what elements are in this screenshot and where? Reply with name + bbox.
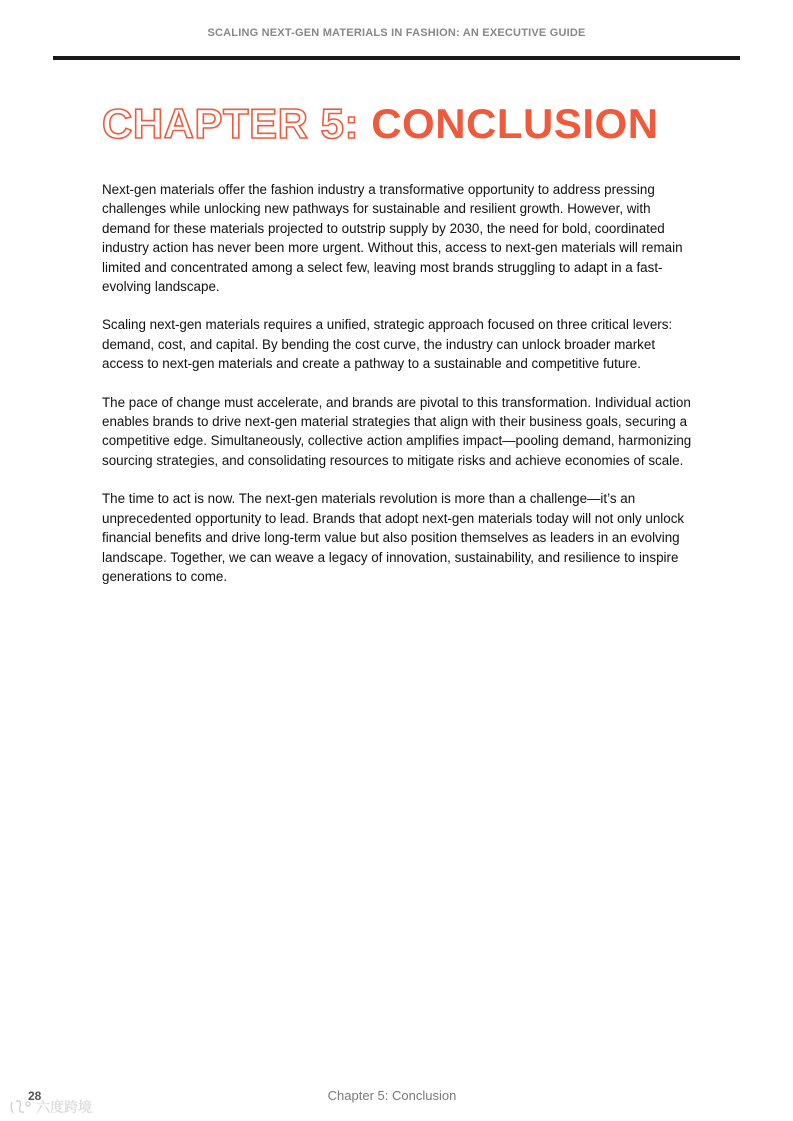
header-divider xyxy=(53,56,740,60)
watermark-logo-icon xyxy=(8,1096,108,1118)
chapter-label: CHAPTER 5: xyxy=(102,100,360,147)
chapter-heading: CONCLUSION xyxy=(371,100,659,147)
watermark-text: 六度跨境 xyxy=(36,1100,92,1116)
paragraph: Next-gen materials offer the fashion industry a transformative opportunity to address pressing challenges while unlocking new pathways for sustainable and resilient growth. However, with demand for these materials projected to outstrip supply by 2030, the need for bold, coordinated industry action has never been more urgent. Without this, access to next-gen materials will remain limited and concentrated among a select few, leaving most brands struggling to adapt in a fast-evolving landscape. xyxy=(102,182,683,295)
paragraph: The pace of change must accelerate, and brands are pivotal to this transformation. Individual action enables brands to drive next-gen material strategies that align with their business goals, securing a competitive edge. Simultaneously, collective action amplifies impact—pooling demand, harmonizing sourcing strategies, and consolidating resources to mitigate risks and achieve economies of scale. xyxy=(102,394,692,468)
page-number: 28 xyxy=(28,1089,42,1103)
paragraph: Scaling next-gen materials requires a unified, strategic approach focused on three critical levers: demand, cost, and capital. By bending the cost curve, the industry can unlock broader market access to next-gen materials and create a pathway to a sustainable and competitive future. xyxy=(102,317,673,372)
paragraph: The time to act is now. The next-gen materials revolution is more than a challenge—it’s an unprecedented opportunity to lead. Brands that adopt next-gen materials today will not only unlock financial benefits and drive long-term value but also position themselves as leaders in an evolving landscape. Together, we can weave a legacy of innovation, sustainability, and resilience to inspire generations to come. xyxy=(102,491,685,584)
footer-section-label: Chapter 5: Conclusion xyxy=(327,1088,457,1103)
body-text xyxy=(102,180,692,605)
running-header: SCALING NEXT-GEN MATERIALS IN FASHION: AN EXECUTIVE GUIDE xyxy=(207,27,586,39)
chapter-title xyxy=(102,100,659,148)
